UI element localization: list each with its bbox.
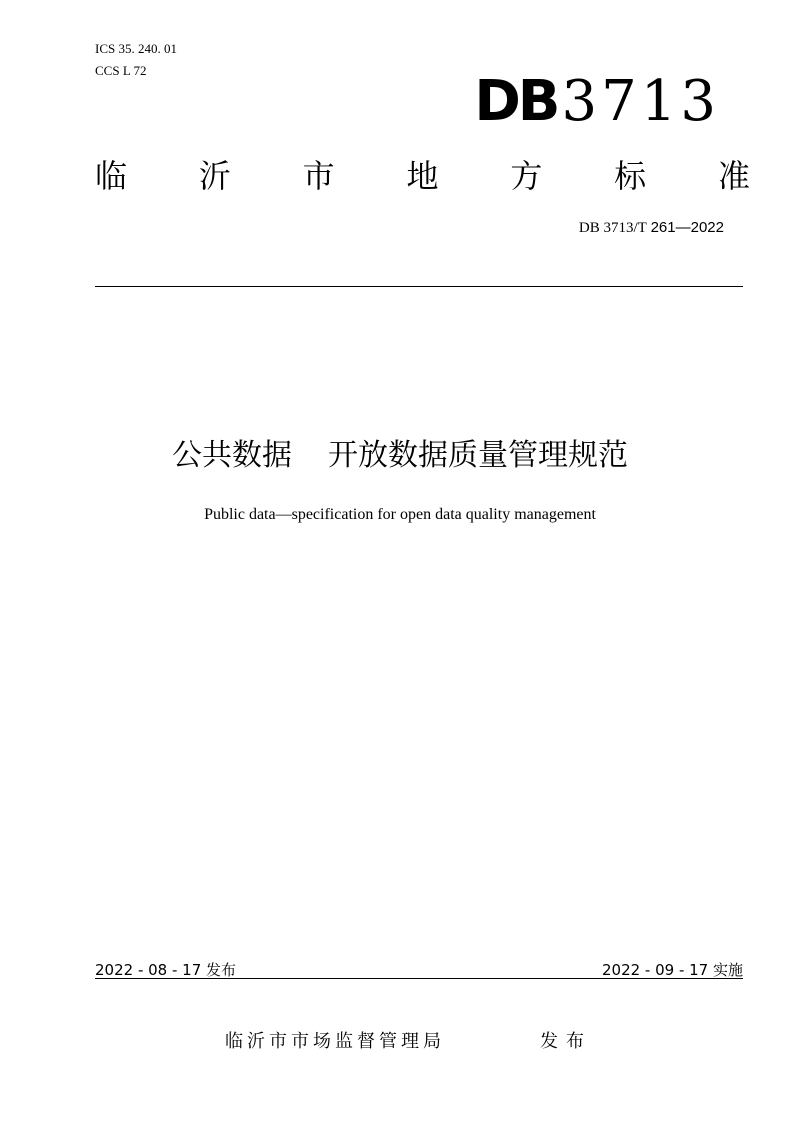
title-cn-part2: 开放数据质量管理规范: [328, 438, 628, 473]
logo-code: 3713: [561, 69, 720, 134]
document-title-en: Public data—specification for open data quality management: [204, 506, 596, 523]
standard-number-tail: 261—2022: [650, 219, 724, 236]
title-char: 方: [510, 157, 543, 195]
implement-date: 2022 - 09 - 17 实施: [601, 961, 743, 979]
top-divider: [95, 286, 743, 287]
title-cn-part1: 公共数据: [172, 438, 292, 473]
title-char: 地: [406, 157, 439, 195]
standard-number: [579, 218, 724, 238]
logo-prefix: DB: [474, 69, 558, 134]
ics-code: ICS 35. 240. 01: [95, 41, 177, 56]
title-char: 准: [717, 157, 750, 195]
bottom-divider: [95, 978, 743, 979]
release-date: 2022 - 08 - 17 发布: [95, 961, 237, 979]
issue-label: 发布: [540, 1031, 592, 1052]
document-title-cn: [0, 436, 800, 476]
title-char: 沂: [198, 157, 231, 195]
title-char: 标: [614, 157, 647, 195]
ccs-code: CCS L 72: [95, 63, 147, 78]
title-char: 市: [302, 157, 335, 195]
db-logo: [474, 69, 720, 134]
standard-number-main: DB 3713/T: [578, 220, 647, 236]
standard-category-title: [95, 156, 750, 196]
title-char: 临: [95, 157, 128, 195]
issuing-authority: 临沂市市场监督管理局: [225, 1031, 445, 1052]
